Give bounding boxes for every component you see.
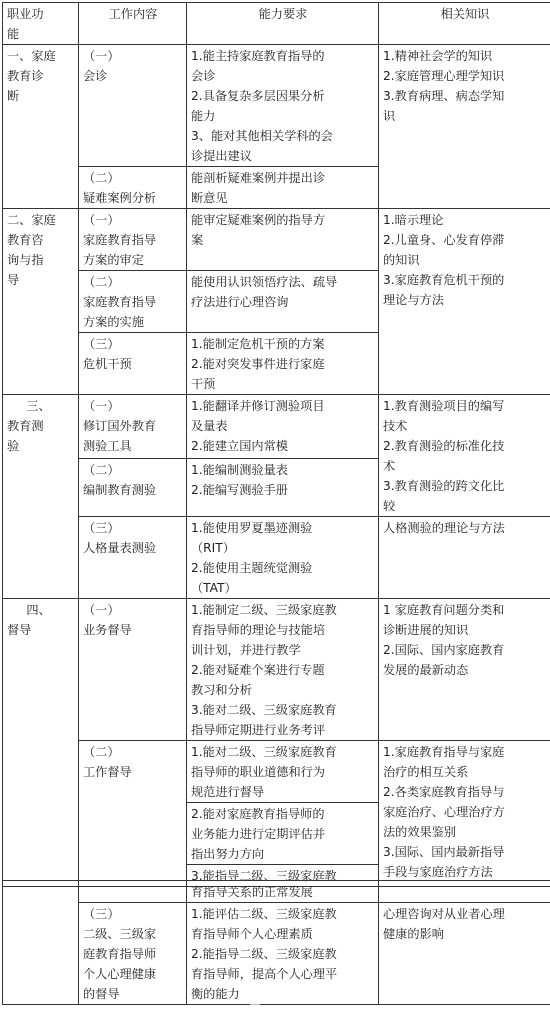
function-cell [3,209,79,395]
cell-text-line: 一、家庭 [7,49,56,63]
cell-text-line: 方案的实施 [83,315,144,329]
cell-text-line: （一） [83,213,120,227]
cell-text-line: 家庭教育指导 [83,233,157,247]
cell-text-line: 的知识 [383,253,420,267]
cell-text-line: 方案的审定 [83,253,144,267]
cell-text-line: 个人心理健康 [83,967,157,981]
cell-text-line: 2.能对家庭教育指导师的 [191,807,325,821]
content-cell [79,881,187,903]
table-row [3,209,550,271]
content-cell [79,741,187,887]
ability-cell [187,517,379,599]
knowledge-cell [379,741,550,887]
cell-text-line: 疑难案例分析 [83,191,157,205]
cell-text-line: 2.具备复杂多层因果分析 [191,89,325,103]
cell-text-line: 测验工具 [83,439,132,453]
cell-text-line: 指导师的职业道德和行为 [191,765,326,779]
cell-text-line: 手段与家庭治疗方法 [383,865,493,879]
cell-text-line: 识 [383,109,396,123]
cell-text-line: （三） [83,521,120,535]
cell-text-line: 3.能对二级、三级家庭教育 [191,703,337,717]
header-function [3,3,79,45]
cell-text-line: 教育诊 [7,69,44,83]
cell-text-line: 工作督导 [83,765,132,779]
function-cell [3,599,79,887]
cell-text-line: 家庭治疗、心理治疗方 [383,805,505,819]
content-cell [79,517,187,599]
cell-text-line: 业务能力进行定期评估并 [191,827,326,841]
function-cell [3,881,79,1005]
page-marker [250,1004,260,1005]
cell-text-line: （二） [83,171,120,185]
ability-cell [187,333,379,395]
cell-text-line: 2.能对突发事件进行家庭 [191,357,325,371]
ability-cell [187,459,379,517]
cell-text-line: 训计划，并进行教学 [191,643,301,657]
ability-cell [187,271,379,333]
cell-text-line: 指导师定期进行业务考评 [191,723,326,737]
cell-text-line: 修订国外教育 [83,419,157,433]
cell-text-line: 较 [383,499,396,513]
cell-text-line: 教习和分析 [191,683,252,697]
cell-text-line: 治疗的相互关系 [383,765,469,779]
cell-text-line: 庭教育指导师 [83,947,157,961]
cell-text-line: 2.能指导二级、三级家庭教 [191,947,337,961]
cell-text-line: 干预 [191,377,216,391]
cell-text-line: 2.家庭管理心理学知识 [383,69,505,83]
cell-text-line: （三） [83,337,120,351]
ability-cell [187,903,379,1005]
cell-text-line: 能使用认识领悟疗法、疏导 [191,275,338,289]
cell-text-line: 育指导师，提高个人心理平 [191,967,338,981]
cell-text-line: 案 [191,233,204,247]
cell-text-line: 心理咨询对从业者心理 [383,907,505,921]
cell-text-line: 2.能对疑难个案进行专题 [191,663,325,677]
cell-text-line: 能审定疑难案例的指导方 [191,213,326,227]
cell-text-line: （一） [83,49,120,63]
cell-text-line: 1.精神社会学的知识 [383,49,493,63]
knowledge-cell [379,599,550,741]
cell-text-line: 健康的影响 [383,927,444,941]
cell-text-line: 1.能主持家庭教育指导的 [191,49,325,63]
occupation-standard-table [2,2,550,887]
cell-text-line: 二级、三级家 [83,927,157,941]
cell-text-line: 1.能对二级、三级家庭教育 [191,745,337,759]
ability-cell [187,45,379,167]
cell-text-line: 会诊 [83,69,108,83]
cell-text-line: 能 [7,27,20,41]
cell-text-line: 衡的能力 [191,987,240,1001]
table-row [3,45,550,167]
cell-text-line: 1 家庭教育问题分类和 [383,603,505,617]
ability-cell [187,395,379,459]
cell-text-line: 及量表 [191,419,228,433]
cell-text-line: 询与指 [7,253,44,267]
header-knowledge: 相关知识 [379,3,550,45]
cell-text-line: （二） [83,745,120,759]
cell-text-line: 2.能建立国内常模 [191,439,288,453]
cell-text-line: 断 [7,89,20,103]
knowledge-cell [379,395,550,517]
header-content: 工作内容 [79,3,187,45]
cell-text-line: 2.国际、国内家庭教育 [383,643,505,657]
cell-text-line: （一） [83,399,120,413]
cell-text-line: 会诊 [191,69,216,83]
table-row [3,903,550,1005]
cell-text-line: 教育测 [7,419,44,433]
cell-text-line: 家庭教育指导 [83,295,157,309]
content-cell [79,45,187,167]
cell-text-line: 理论与方法 [383,293,444,307]
cell-text-line: 诊断进展的知识 [383,623,469,637]
cell-text-line: 1.能制定二级、三级家庭教 [191,603,337,617]
table-row [3,881,550,903]
continuation-table [2,880,550,1005]
table-row [3,395,550,459]
ability-cell [187,209,379,271]
cell-text-line: 1.能使用罗夏墨迹测验 [191,521,313,535]
cell-text-line: （RIT） [191,541,235,555]
content-cell [79,459,187,517]
cell-text-line: （三） [83,907,120,921]
content-cell [79,271,187,333]
ability-cell [187,167,379,209]
function-cell [3,45,79,209]
cell-text-line: 危机干预 [83,357,132,371]
cell-text-line: 发展的最新动态 [383,663,469,677]
cell-text-line: 2.能编写测验手册 [191,483,288,497]
cell-text-line: 3.家庭教育危机干预的 [383,273,505,287]
cell-text-line: 的督导 [83,987,120,1001]
cell-text-line: 编制教育测验 [83,483,157,497]
content-cell [79,167,187,209]
cell-text-line: 职业功 [7,7,44,21]
cell-text-line: 指出努力方向 [191,847,265,861]
cell-text-line: 3.能指导二级、三级家庭教 [191,869,337,883]
cell-text-line: 3.教育测验的跨文化比 [383,479,505,493]
cell-text-line: 育指导关系的正常发展 [191,885,313,899]
cell-text-line: 2.儿童身、心发育停滞 [383,233,505,247]
cell-text-line: 3.国际、国内最新指导 [383,845,505,859]
cell-text-line: 断意见 [191,191,228,205]
cell-text-line: 教育咨 [7,233,44,247]
cell-text-line: 能剖析疑难案例并提出诊 [191,171,326,185]
header-ability: 能力要求 [187,3,379,45]
cell-text-line: 技术 [383,419,408,433]
cell-text-line: 二、家庭 [7,213,56,227]
cell-text-line: 育指导师的理论与技能培 [191,623,326,637]
cell-text-line: 3.教育病理、病态学知 [383,89,505,103]
cell-text-line: 督导 [7,623,32,637]
cell-text-line: 1.教育测验项目的编写 [383,399,505,413]
ability-cell [187,599,379,741]
cell-text-line: 诊提出建议 [191,149,252,163]
table-header-row [3,3,550,45]
cell-text-line: 疗法进行心理咨询 [191,295,289,309]
cell-text-line: 2.教育测验的标准化技 [383,439,505,453]
content-cell [79,333,187,395]
cell-text-line: 1.能评估二级、三级家庭教 [191,907,337,921]
cell-text-line: （TAT） [191,581,237,595]
ability-cell [187,881,379,903]
cell-text-line: 人格测验的理论与方法 [383,521,505,535]
cell-text-line: 1.能制定危机干预的方案 [191,337,325,351]
function-cell [3,395,79,599]
knowledge-cell [379,45,550,209]
table-row [3,599,550,741]
cell-text-line: 2.能使用主题统觉测验 [191,561,313,575]
cell-text-line: （二） [83,275,120,289]
cell-text-line: 1.暗示理论 [383,213,444,227]
cell-text-line: 三、 [7,399,51,413]
cell-text-line: 法的效果鉴别 [383,825,457,839]
cell-text-line: 术 [383,459,396,473]
ability-cell [187,741,379,803]
cell-text-line: （二） [83,463,120,477]
cell-text-line: 2.各类家庭教育指导与 [383,785,505,799]
knowledge-cell [379,209,550,395]
cell-text-line: 验 [7,439,20,453]
content-cell [79,395,187,459]
cell-text-line: 1.能翻译并修订测验项目 [191,399,325,413]
cell-text-line: 四、 [7,603,51,617]
table-row [3,741,550,803]
cell-text-line: 业务督导 [83,623,132,637]
cell-text-line: 1.家庭教育指导与家庭 [383,745,505,759]
cell-text-line: 能力 [191,109,216,123]
cell-text-line: （一） [83,603,120,617]
content-cell [79,599,187,741]
cell-text-line: 规范进行督导 [191,785,265,799]
ability-cell [187,803,379,865]
cell-text-line: 育指导师个人心理素质 [191,927,313,941]
knowledge-cell [379,903,550,1005]
content-cell [79,903,187,1005]
table-row [3,517,550,599]
cell-text-line: 1.能编制测验量表 [191,463,288,477]
cell-text-line: 3、能对其他相关学科的会 [191,129,333,143]
knowledge-cell [379,517,550,599]
content-cell [79,209,187,271]
cell-text-line: 人格量表测验 [83,541,157,555]
knowledge-cell [379,881,550,903]
cell-text-line: 导 [7,273,20,287]
